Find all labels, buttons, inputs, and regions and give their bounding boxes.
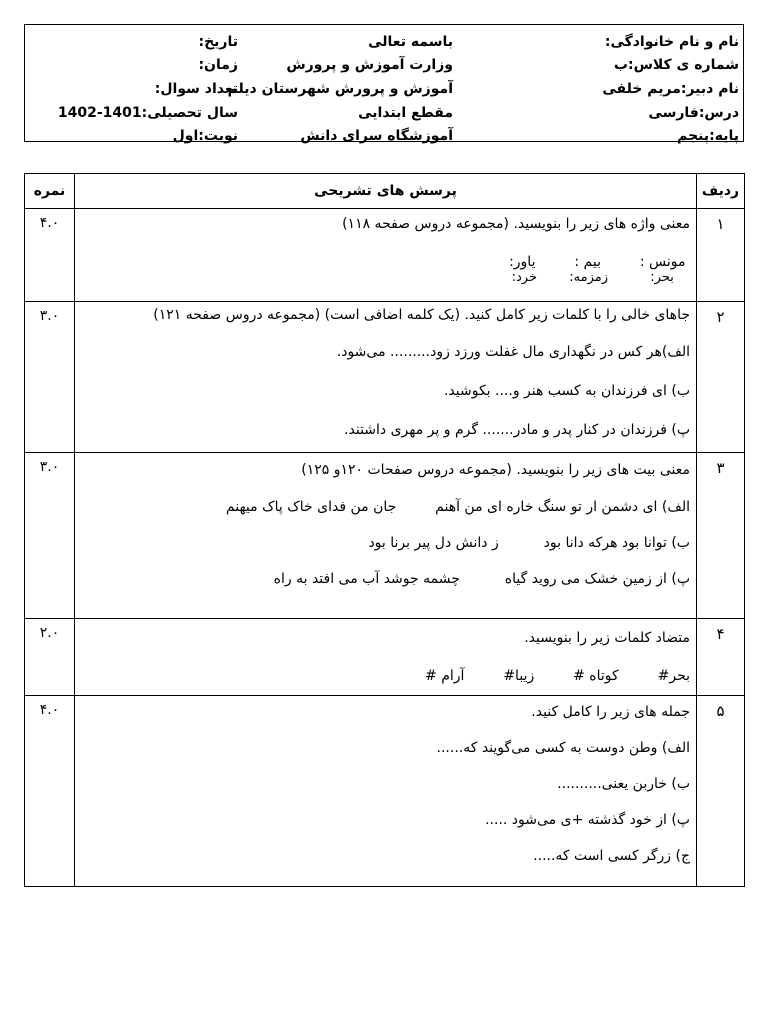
time-label: زمان: [198, 57, 238, 73]
table-header-row [25, 174, 745, 209]
question-title: جمله های زیر را کامل کنید. [531, 704, 690, 720]
questions-header: پرسش های تشریحی [75, 174, 697, 209]
word-item: زمزمه: [569, 270, 609, 285]
question-item: ب) ای فرزندان به کسب هنر و.... بکوشید. [443, 383, 690, 399]
table-row [25, 302, 745, 453]
verse-hemistich: الف) ای دشمن ار تو سنگ خاره ای من آهنم [435, 499, 690, 515]
word-list-top [83, 253, 690, 271]
word-item: یاور: [509, 254, 536, 270]
word-item: بحر# [657, 668, 690, 684]
word-item: مونس : [639, 254, 686, 270]
word-item: زیبا# [503, 668, 535, 684]
question-body [75, 209, 697, 302]
verse-line [83, 534, 690, 552]
question-item: الف) وطن دوست به کسی می‌گویند که...... [436, 740, 690, 756]
subject-label: درس:فارسی [648, 105, 739, 121]
word-item: خرد: [511, 270, 537, 285]
question-body [75, 302, 697, 453]
exam-turn-label: نوبت:اول [172, 128, 238, 144]
basmala: باسمه تعالی [368, 34, 453, 50]
word-list-bottom [83, 271, 690, 284]
word-item: بیم : [574, 254, 601, 270]
verse-line [83, 570, 690, 588]
table-row [25, 696, 745, 887]
header-box [24, 24, 744, 142]
question-score: ۴.۰ [25, 696, 75, 887]
verse-hemistich: جان من فدای خاک پاک میهنم [225, 499, 397, 515]
word-item: کوتاه # [573, 668, 619, 684]
row-number: ۴ [697, 619, 745, 696]
row-number-header: ردیف [697, 174, 745, 209]
class-number-label: شماره ی کلاس:ب [613, 57, 739, 73]
question-item: ب) خاربن یعنی.......... [557, 776, 690, 792]
word-list [83, 667, 690, 685]
ministry-title: وزارت آموزش و پرورش [286, 57, 453, 73]
table-row [25, 619, 745, 696]
question-count-label: تعداد سوال: [154, 81, 238, 97]
verse-hemistich: چشمه جوشد آب می افتد به راه [273, 571, 460, 587]
question-item: الف)هر کس در نگهداری مال غفلت ورزد زود......... می‌شود. [336, 344, 690, 360]
question-title: متضاد کلمات زیر را بنویسید. [524, 630, 690, 646]
student-name-label: نام و نام خانوادگی: [604, 34, 739, 50]
table-row [25, 453, 745, 619]
question-item: پ) از خود گذشته +ی می‌شود ..... [485, 812, 690, 828]
verse-hemistich: ب) توانا بود هرکه دانا بود [543, 535, 690, 551]
question-title: معنی بیت های زیر را بنویسید. (مجموعه دروس صفحات ۱۲۰و ۱۲۵) [301, 462, 690, 478]
word-item: بحر: [650, 270, 674, 285]
verse-hemistich: پ) از زمین خشک می روید گیاه [504, 571, 690, 587]
question-body [75, 696, 697, 887]
question-score: ۴.۰ [25, 209, 75, 302]
school-title: آموزشگاه سرای دانش [300, 128, 453, 144]
question-body [75, 619, 697, 696]
word-item: آرام # [425, 668, 465, 684]
row-number: ۳ [697, 453, 745, 619]
row-number: ۲ [697, 302, 745, 453]
question-score: ۳.۰ [25, 302, 75, 453]
question-score: ۲.۰ [25, 619, 75, 696]
row-number: ۵ [697, 696, 745, 887]
academic-year-label: سال تحصیلی:1401-1402 [57, 105, 238, 121]
level-title: مقطع ابتدایی [358, 105, 453, 121]
question-title: معنی واژه های زیر را بنویسید. (مجموعه دروس صفحه ۱۱۸) [342, 216, 690, 232]
table-row [25, 209, 745, 302]
date-label: تاریخ: [198, 34, 238, 50]
verse-hemistich: ز دانش دل پیر برنا بود [368, 535, 499, 551]
department-title: آموزش و پرورش شهرستان دیلم [227, 81, 453, 97]
question-item: ج) زرگر کسی است که..... [533, 848, 690, 864]
questions-table [24, 173, 745, 887]
score-header: نمره [25, 174, 75, 209]
grade-label: پایه:پنجم [677, 128, 739, 144]
row-number: ۱ [697, 209, 745, 302]
question-item: پ) فرزندان در کنار پدر و مادر....... گرم و پر مهری داشتند. [344, 422, 690, 438]
question-title: جاهای خالی را با کلمات زیر کامل کنید. (یک کلمه اضافی است) (مجموعه دروس صفحه ۱۲۱) [153, 307, 690, 323]
question-score: ۳.۰ [25, 453, 75, 619]
teacher-name-label: نام دبیر:مریم خلفی [602, 81, 739, 97]
verse-line [83, 498, 690, 516]
question-body [75, 453, 697, 619]
